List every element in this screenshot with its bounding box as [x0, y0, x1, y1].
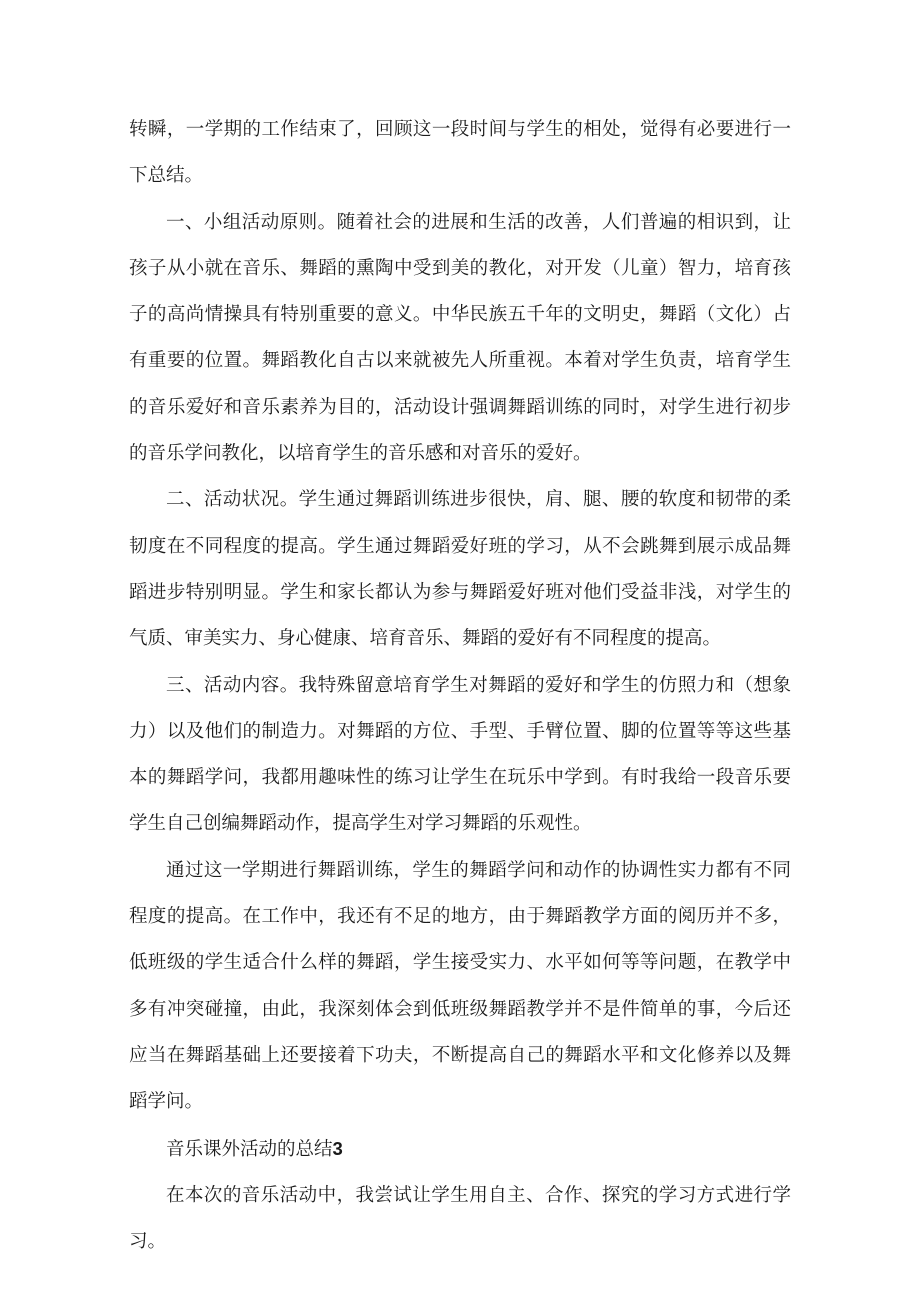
- status-paragraph: 二、活动状况。学生通过舞蹈训练进步很快，肩、腿、腰的软度和韧带的柔韧度在不同程度的提高。学生通过舞蹈爱好班的学习，从不会跳舞到展示成品舞蹈进步特别明显。学生和家长都认为参与舞蹈爱好班对他们受益非浅，对学生的气质、审美实力、身心健康、培育音乐、舞蹈的爱好有不同程度的提高。: [129, 489, 791, 650]
- content-paragraph: 三、活动内容。我特殊留意培育学生对舞蹈的爱好和学生的仿照力和（想象力）以及他们的制造力。对舞蹈的方位、手型、手臂位置、脚的位置等等这些基本的舞蹈学问，我都用趣味性的练习让学生在玩乐中学到。有时我给一段音乐要学生自己创编舞蹈动作，提高学生对学习舞蹈的乐观性。: [129, 674, 791, 835]
- section-heading-number: 3: [332, 1137, 343, 1159]
- document-body: [129, 107, 791, 1265]
- intro-paragraph: 转瞬，一学期的工作结束了，回顾这一段时间与学生的相处，觉得有必要进行一下总结。: [129, 119, 791, 187]
- closing-paragraph: 在本次的音乐活动中，我尝试让学生用自主、合作、探究的学习方式进行学习。: [129, 1184, 791, 1253]
- section-heading: [129, 1126, 791, 1173]
- summary-paragraph: 通过这一学期进行舞蹈训练，学生的舞蹈学问和动作的协调性实力都有不同程度的提高。在工作中，我还有不足的地方，由于舞蹈教学方面的阅历并不多，低班级的学生适合什么样的舞蹈，学生接受实力、水平如何等等问题，在教学中多有冲突碰撞，由此，我深刻体会到低班级舞蹈教学并不是件简单的事，今后还应当在舞蹈基础上还要接着下功夫，不断提高自己的舞蹈水平和文化修养以及舞蹈学问。: [129, 859, 791, 1113]
- principle-paragraph: 一、小组活动原则。随着社会的进展和生活的改善，人们普遍的相识到，让孩子从小就在音乐、舞蹈的熏陶中受到美的教化，对开发（儿童）智力，培育孩子的高尚情操具有特别重要的意义。中华民族五千年的文明史，舞蹈（文化）占有重要的位置。舞蹈教化自古以来就被先人所重视。本着对学生负责，培育学生的音乐爱好和音乐素养为目的，活动设计强调舞蹈训练的同时，对学生进行初步的音乐学问教化，以培育学生的音乐感和对音乐的爱好。: [129, 211, 791, 465]
- section-heading-text: 音乐课外活动的总结: [166, 1138, 333, 1160]
